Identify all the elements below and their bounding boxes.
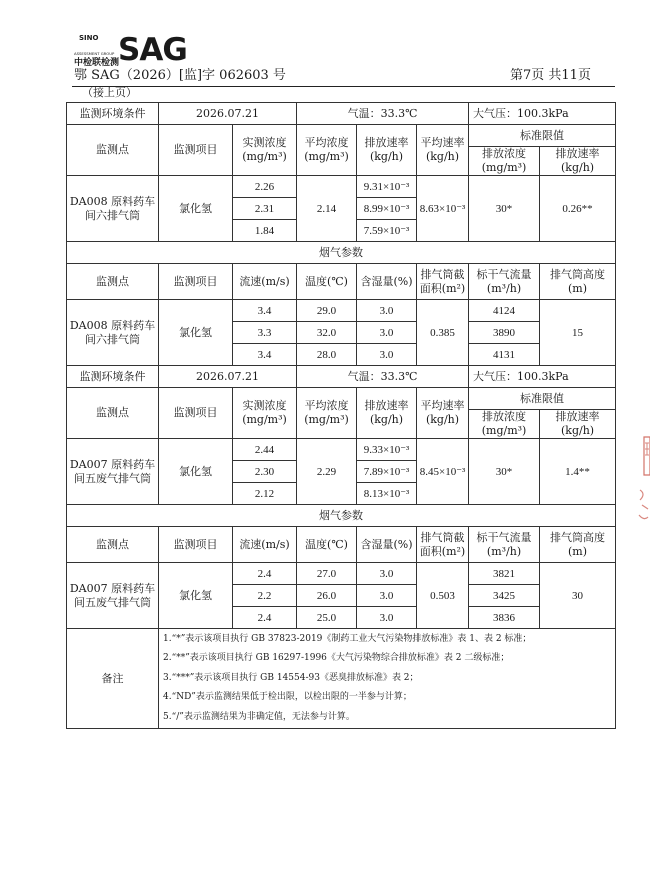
col-flow: 流速(m/s) — [233, 527, 297, 563]
col-emission-rate: 排放速率(kg/h) — [357, 125, 417, 176]
emission-rate: 8.13×10⁻³ — [357, 483, 417, 505]
env-date: 2026.07.21 — [159, 103, 297, 125]
logo-org: ASSESSMENT GROUP — [74, 51, 115, 56]
notes-label: 备注 — [67, 629, 159, 729]
col-std-flow: 标干气流量(m³/h) — [469, 527, 540, 563]
col-avg-rate: 平均速率(kg/h) — [417, 388, 469, 439]
avg-rate: 8.45×10⁻³ — [417, 439, 469, 505]
measured-conc: 2.12 — [233, 483, 297, 505]
std-flow: 4124 — [469, 300, 540, 322]
data-row — [67, 176, 616, 198]
avg-rate: 8.63×10⁻³ — [417, 176, 469, 242]
env-row — [67, 366, 616, 388]
col-point: 监测点 — [67, 527, 159, 563]
limit-rate: 0.26** — [540, 176, 616, 242]
col-item: 监测项目 — [159, 264, 233, 300]
flue-temp: 29.0 — [297, 300, 357, 322]
logo-sag: SAG — [118, 32, 187, 68]
std-flow: 4131 — [469, 344, 540, 366]
note-line: 1.“*”表示该项目执行 GB 37823-2019《制药工业大气污染物排放标准》表 1、表 2 标准； — [163, 633, 532, 644]
col-avg-conc: 平均浓度(mg/m³) — [297, 125, 357, 176]
env-pressure: 大气压：100.3kPa — [469, 366, 616, 388]
flue-gas-label: 烟气参数 — [67, 505, 616, 527]
std-flow: 3821 — [469, 563, 540, 585]
col-point: 监测点 — [67, 388, 159, 439]
measured-conc: 2.44 — [233, 439, 297, 461]
env-label: 监测环境条件 — [67, 366, 159, 388]
col-limit-conc: 排放浓度(mg/m³) — [469, 147, 540, 176]
flow-speed: 2.2 — [233, 585, 297, 607]
stack-height: 15 — [540, 300, 616, 366]
stack-height: 30 — [540, 563, 616, 629]
measured-conc: 2.30 — [233, 461, 297, 483]
humidity: 3.0 — [357, 607, 417, 629]
data-row — [67, 563, 616, 585]
flue-temp: 26.0 — [297, 585, 357, 607]
std-flow: 3425 — [469, 585, 540, 607]
humidity: 3.0 — [357, 563, 417, 585]
avg-conc: 2.14 — [297, 176, 357, 242]
seal-stamp — [630, 435, 650, 535]
monitoring-point: DA008 原料药车间六排气筒 — [67, 176, 159, 242]
humidity: 3.0 — [357, 300, 417, 322]
col-std-flow: 标干气流量(m³/h) — [469, 264, 540, 300]
humidity: 3.0 — [357, 344, 417, 366]
avg-conc: 2.29 — [297, 439, 357, 505]
humidity: 3.0 — [357, 322, 417, 344]
emission-rate: 8.99×10⁻³ — [357, 198, 417, 220]
measured-conc: 2.26 — [233, 176, 297, 198]
monitoring-table — [66, 102, 616, 729]
section-row — [67, 505, 616, 527]
col-limit: 标准限值 — [469, 388, 616, 410]
flow-speed: 3.3 — [233, 322, 297, 344]
data-row — [67, 300, 616, 322]
emission-rate: 9.33×10⁻³ — [357, 439, 417, 461]
measured-conc: 2.31 — [233, 198, 297, 220]
note-line: 4.“ND”表示监测结果低于检出限，以检出限的一半参与计算； — [163, 692, 412, 703]
continued-label: （接上页） — [82, 86, 137, 99]
limit-conc: 30* — [469, 176, 540, 242]
col-avg-rate: 平均速率(kg/h) — [417, 125, 469, 176]
emission-rate: 9.31×10⁻³ — [357, 176, 417, 198]
measured-conc: 1.84 — [233, 220, 297, 242]
col-item: 监测项目 — [159, 388, 233, 439]
note-line: 2.“**”表示该项目执行 GB 16297-1996《大气污染物综合排放标准》表 2 二级标准； — [163, 653, 510, 664]
col-area: 排气筒截面积(m²) — [417, 527, 469, 563]
flow-speed: 3.4 — [233, 344, 297, 366]
col-point: 监测点 — [67, 264, 159, 300]
header-row — [67, 527, 616, 563]
env-temp: 气温：33.3℃ — [297, 366, 469, 388]
col-item: 监测项目 — [159, 527, 233, 563]
section-row — [67, 242, 616, 264]
col-humidity: 含湿量(%) — [357, 527, 417, 563]
flow-speed: 2.4 — [233, 563, 297, 585]
col-flow: 流速(m/s) — [233, 264, 297, 300]
page-number: 第7页 共11页 — [510, 68, 591, 83]
flue-temp: 25.0 — [297, 607, 357, 629]
limit-conc: 30* — [469, 439, 540, 505]
col-stack-height: 排气筒高度(m) — [540, 527, 616, 563]
header-row — [67, 264, 616, 300]
report-number: 鄂 SAG（2026）[监]字 062603 号 — [74, 68, 286, 83]
humidity: 3.0 — [357, 585, 417, 607]
notes-content — [159, 629, 616, 729]
note-line: 3.“***”表示该项目执行 GB 14554-93《恶臭排放标准》表 2； — [163, 672, 419, 683]
monitoring-item: 氯化氢 — [159, 563, 233, 629]
col-measured-conc: 实测浓度(mg/m³) — [233, 125, 297, 176]
env-label: 监测环境条件 — [67, 103, 159, 125]
notes-row — [67, 629, 616, 729]
col-humidity: 含湿量(%) — [357, 264, 417, 300]
data-row — [67, 439, 616, 461]
monitoring-point: DA007 原料药车间五废气排气筒 — [67, 439, 159, 505]
stack-area: 0.385 — [417, 300, 469, 366]
company-logo — [74, 32, 187, 68]
flue-temp: 32.0 — [297, 322, 357, 344]
header-row — [67, 125, 616, 147]
monitoring-point: DA008 原料药车间六排气筒 — [67, 300, 159, 366]
env-temp: 气温：33.3℃ — [297, 103, 469, 125]
col-area: 排气筒截面积(m²) — [417, 264, 469, 300]
note-line: 5.“/”表示监测结果为非确定值，无法参与计算。 — [163, 711, 355, 722]
env-row — [67, 103, 616, 125]
logo-cn: 中检联检测 — [74, 58, 120, 68]
col-temp: 温度(℃) — [297, 264, 357, 300]
stack-area: 0.503 — [417, 563, 469, 629]
env-date: 2026.07.21 — [159, 366, 297, 388]
monitoring-item: 氯化氢 — [159, 439, 233, 505]
env-pressure: 大气压：100.3kPa — [469, 103, 616, 125]
col-point: 监测点 — [67, 125, 159, 176]
col-limit-rate: 排放速率(kg/h) — [540, 410, 616, 439]
col-item: 监测项目 — [159, 125, 233, 176]
emission-rate: 7.59×10⁻³ — [357, 220, 417, 242]
col-limit-conc: 排放浓度(mg/m³) — [469, 410, 540, 439]
col-measured-conc: 实测浓度(mg/m³) — [233, 388, 297, 439]
emission-rate: 7.89×10⁻³ — [357, 461, 417, 483]
col-limit-rate: 排放速率(kg/h) — [540, 147, 616, 176]
col-emission-rate: 排放速率(kg/h) — [357, 388, 417, 439]
flue-temp: 28.0 — [297, 344, 357, 366]
header-row — [67, 388, 616, 410]
monitoring-point: DA007 原料药车间五废气排气筒 — [67, 563, 159, 629]
header-rule — [72, 86, 615, 87]
flue-gas-label: 烟气参数 — [67, 242, 616, 264]
std-flow: 3890 — [469, 322, 540, 344]
std-flow: 3836 — [469, 607, 540, 629]
col-limit: 标准限值 — [469, 125, 616, 147]
flue-temp: 27.0 — [297, 563, 357, 585]
monitoring-item: 氯化氢 — [159, 176, 233, 242]
col-stack-height: 排气筒高度(m) — [540, 264, 616, 300]
monitoring-item: 氯化氢 — [159, 300, 233, 366]
flow-speed: 2.4 — [233, 607, 297, 629]
limit-rate: 1.4** — [540, 439, 616, 505]
flow-speed: 3.4 — [233, 300, 297, 322]
col-temp: 温度(℃) — [297, 527, 357, 563]
logo-sino: SINO — [79, 34, 99, 42]
col-avg-conc: 平均浓度(mg/m³) — [297, 388, 357, 439]
